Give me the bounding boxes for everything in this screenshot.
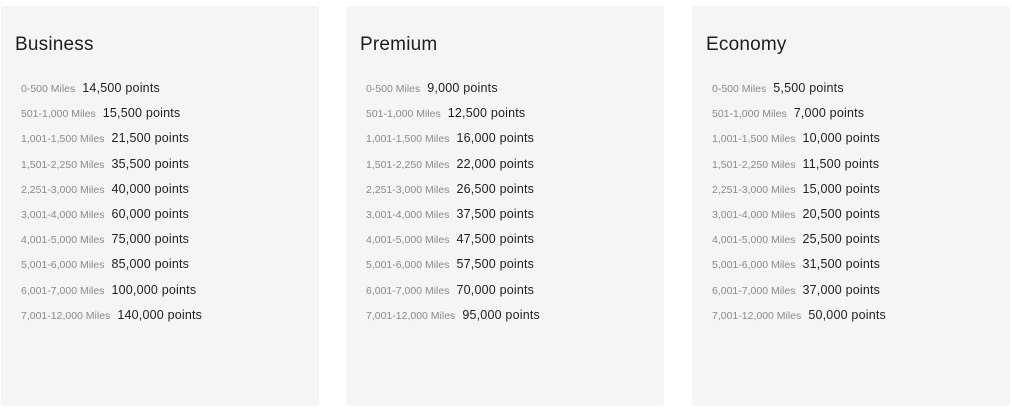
- distance-range: 1,001-1,500 Miles: [366, 133, 450, 146]
- award-row: [21, 207, 319, 232]
- award-row: [21, 157, 319, 182]
- points-value: 57,500 points: [456, 257, 535, 272]
- points-value: 25,500 points: [802, 232, 881, 247]
- points-value: 15,000 points: [802, 181, 881, 196]
- points-value: 11,500 points: [802, 156, 880, 171]
- distance-range: 2,251-3,000 Miles: [21, 183, 105, 196]
- award-row: [366, 207, 664, 232]
- award-row: [21, 232, 319, 257]
- distance-range: 501-1,000 Miles: [21, 108, 96, 121]
- points-value: 95,000 points: [462, 307, 540, 322]
- points-value: 85,000 points: [111, 257, 190, 272]
- award-row: [712, 106, 1010, 131]
- points-value: 47,500 points: [456, 232, 535, 247]
- award-row: [366, 232, 664, 257]
- points-value: 5,500 points: [773, 81, 844, 95]
- points-value: 26,500 points: [456, 181, 535, 196]
- points-value: 21,500 points: [111, 131, 190, 146]
- distance-range: 3,001-4,000 Miles: [712, 208, 796, 221]
- distance-range: 1,501-2,250 Miles: [366, 158, 450, 171]
- cabin-title: Economy: [706, 34, 787, 55]
- distance-range: 1,001-1,500 Miles: [712, 133, 796, 146]
- distance-range: 2,251-3,000 Miles: [712, 183, 796, 196]
- business-card: [1, 6, 319, 406]
- distance-range: 6,001-7,000 Miles: [21, 284, 105, 297]
- award-row: [366, 182, 664, 207]
- award-row: [366, 283, 664, 308]
- points-value: 16,000 points: [456, 131, 535, 146]
- economy-card: [692, 6, 1010, 406]
- award-row: [712, 308, 1010, 333]
- points-value: 37,000 points: [802, 282, 881, 297]
- award-row: [366, 106, 664, 131]
- distance-range: 6,001-7,000 Miles: [712, 284, 796, 297]
- award-row: [366, 257, 664, 282]
- points-value: 50,000 points: [808, 307, 886, 322]
- points-value: 100,000 points: [111, 282, 197, 297]
- award-row: [366, 308, 664, 333]
- award-row: [712, 283, 1010, 308]
- award-chart-list: [706, 81, 1010, 333]
- points-value: 75,000 points: [111, 232, 190, 247]
- award-row: [712, 207, 1010, 232]
- distance-range: 5,001-6,000 Miles: [21, 259, 105, 272]
- premium-card: [346, 6, 664, 406]
- award-row: [712, 232, 1010, 257]
- award-row: [366, 157, 664, 182]
- distance-range: 501-1,000 Miles: [712, 108, 787, 121]
- distance-range: 3,001-4,000 Miles: [366, 208, 450, 221]
- award-row: [366, 131, 664, 156]
- distance-range: 1,501-2,250 Miles: [712, 158, 796, 171]
- points-value: 12,500 points: [447, 106, 526, 121]
- cabin-title: Premium: [360, 34, 438, 55]
- award-row: [21, 283, 319, 308]
- distance-range: 5,001-6,000 Miles: [366, 259, 450, 272]
- distance-range: 3,001-4,000 Miles: [21, 208, 105, 221]
- award-row: [712, 81, 1010, 106]
- award-row: [712, 157, 1010, 182]
- cabin-title: Business: [15, 34, 94, 55]
- distance-range: 7,001-12,000 Miles: [712, 309, 802, 322]
- award-row: [21, 81, 319, 106]
- points-value: 35,500 points: [111, 156, 190, 171]
- distance-range: 6,001-7,000 Miles: [366, 284, 450, 297]
- distance-range: 1,501-2,250 Miles: [21, 158, 105, 171]
- distance-range: 0-500 Miles: [366, 83, 421, 95]
- points-value: 31,500 points: [802, 257, 881, 272]
- award-row: [366, 81, 664, 106]
- points-value: 7,000 points: [793, 106, 865, 121]
- points-value: 40,000 points: [111, 181, 190, 196]
- award-row: [21, 182, 319, 207]
- distance-range: 2,251-3,000 Miles: [366, 183, 450, 196]
- award-row: [21, 308, 319, 333]
- distance-range: 4,001-5,000 Miles: [21, 234, 105, 247]
- points-value: 15,500 points: [102, 106, 181, 121]
- points-value: 60,000 points: [111, 206, 190, 221]
- award-row: [21, 106, 319, 131]
- distance-range: 5,001-6,000 Miles: [712, 259, 796, 272]
- points-value: 22,000 points: [456, 156, 535, 171]
- distance-range: 1,001-1,500 Miles: [21, 133, 105, 146]
- award-row: [712, 257, 1010, 282]
- points-value: 70,000 points: [456, 282, 535, 297]
- points-value: 10,000 points: [802, 131, 881, 146]
- points-value: 140,000 points: [117, 307, 203, 322]
- distance-range: 501-1,000 Miles: [366, 108, 441, 121]
- award-row: [21, 131, 319, 156]
- award-chart-list: [360, 81, 664, 333]
- award-chart-list: [15, 81, 319, 333]
- award-row: [712, 182, 1010, 207]
- distance-range: 0-500 Miles: [21, 83, 76, 95]
- distance-range: 0-500 Miles: [712, 83, 767, 95]
- distance-range: 4,001-5,000 Miles: [712, 234, 796, 247]
- award-row: [21, 257, 319, 282]
- distance-range: 7,001-12,000 Miles: [366, 309, 456, 322]
- distance-range: 7,001-12,000 Miles: [21, 309, 111, 322]
- distance-range: 4,001-5,000 Miles: [366, 234, 450, 247]
- points-value: 9,000 points: [427, 81, 498, 95]
- points-value: 20,500 points: [802, 206, 881, 221]
- points-value: 37,500 points: [456, 206, 535, 221]
- award-row: [712, 131, 1010, 156]
- points-value: 14,500 points: [82, 81, 160, 95]
